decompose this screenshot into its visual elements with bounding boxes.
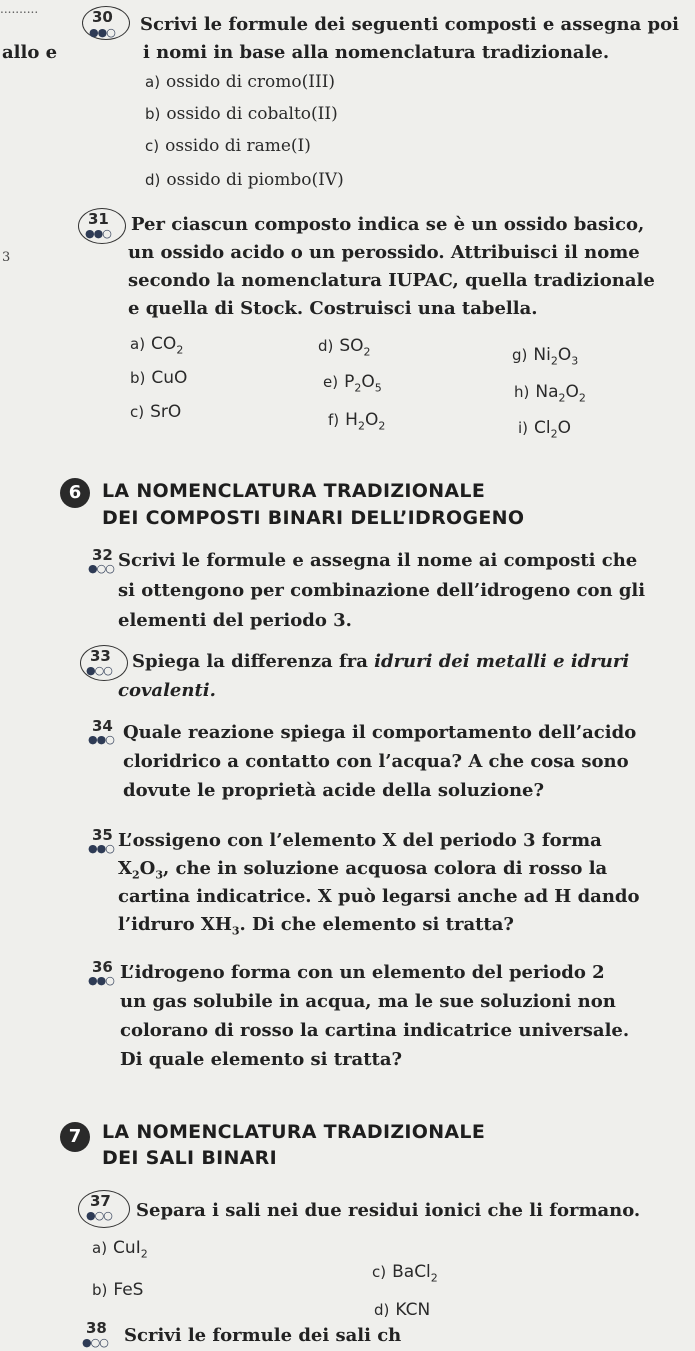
exercise-31-item-h: h) $Na_2O_2$ — [514, 382, 586, 405]
exercise-35-difficulty: ●●○ — [88, 842, 114, 855]
exercise-35-text-4: l’idruro $XH_3$. Di che elemento si tratta? — [118, 914, 514, 938]
exercise-31-item-d: d) $SO_2$ — [318, 336, 371, 359]
exercise-37-difficulty: ●○○ — [86, 1209, 112, 1222]
exercise-36-text-2: un gas solubile in acqua, ma le sue soluzioni non — [120, 991, 616, 1012]
exercise-36-text-4: Di quale elemento si tratta? — [120, 1049, 403, 1070]
exercise-32-text-2: si ottengono per combinazione dell’idrogeno con gli — [118, 580, 646, 601]
exercise-30-item-d: d) ossido di piombo(IV) — [145, 170, 344, 190]
exercise-31-text-3: secondo la nomenclatura IUPAC, quella tradizionale — [128, 270, 655, 291]
exercise-31-item-i: i) $Cl_2O$ — [518, 418, 572, 441]
exercise-32-number: 32 — [92, 546, 113, 564]
exercise-33-difficulty: ●○○ — [86, 664, 112, 677]
exercise-37-item-b: b) FeS — [92, 1280, 144, 1300]
exercise-30-number: 30 — [92, 8, 113, 26]
exercise-30-text-2: i nomi in base alla nomenclatura tradizionale. — [143, 42, 610, 63]
section-7-title-line-1: LA NOMENCLATURA TRADIZIONALE — [102, 1121, 486, 1143]
exercise-35-text-3: cartina indicatrice. X può legarsi anche ad H dando — [118, 886, 640, 907]
exercise-31-text-4: e quella di Stock. Costruisci una tabella. — [128, 298, 538, 319]
exercise-34-difficulty: ●●○ — [88, 733, 114, 746]
exercise-31-item-b: b) CuO — [130, 368, 188, 388]
exercise-35-text-2: $X_2O_3$, che in soluzione acquosa colora di rosso la — [118, 858, 608, 882]
margin-fragment-allo-e: allo e — [2, 42, 58, 63]
exercise-36-text-1: L’idrogeno forma con un elemento del periodo 2 — [120, 962, 605, 983]
exercise-34-number: 34 — [92, 717, 113, 735]
exercise-31-item-f: f) $H_2O_2$ — [328, 410, 386, 433]
margin-dots: .......... — [0, 2, 39, 16]
exercise-31-number: 31 — [88, 210, 109, 228]
exercise-36-number: 36 — [92, 958, 113, 976]
exercise-32-text-1: Scrivi le formule e assegna il nome ai composti che — [118, 550, 638, 571]
section-6-number-badge: 6 — [60, 478, 90, 508]
exercise-38-text-1: Scrivi le formule dei sali ch — [124, 1325, 402, 1346]
exercise-33-text-2: covalenti. — [118, 680, 216, 701]
exercise-31-difficulty: ●●○ — [85, 227, 111, 240]
section-7-number-badge: 7 — [60, 1122, 90, 1152]
exercise-36-text-3: colorano di rosso la cartina indicatrice universale. — [120, 1020, 630, 1041]
exercise-35-number: 35 — [92, 826, 113, 844]
exercise-31-text-2: un ossido acido o un perossido. Attribuisci il nome — [128, 242, 640, 263]
exercise-30-text-1: Scrivi le formule dei seguenti composti e assegna poi — [140, 14, 679, 35]
exercise-33-number: 33 — [90, 647, 111, 665]
section-6-title-line-2: DEI COMPOSTI BINARI DELL’IDROGENO — [102, 507, 525, 529]
exercise-35-text-1: L’ossigeno con l’elemento X del periodo 3 forma — [118, 830, 602, 851]
exercise-30-difficulty: ●●○ — [89, 26, 115, 39]
exercise-31-item-a: a) $CO_2$ — [130, 334, 184, 357]
exercise-30-item-c: c) ossido di rame(I) — [145, 136, 311, 156]
exercise-30-item-a: a) ossido di cromo(III) — [145, 72, 336, 92]
section-6-title-line-1: LA NOMENCLATURA TRADIZIONALE — [102, 480, 486, 502]
exercise-31-item-g: g) $Ni_2O_3$ — [512, 345, 579, 368]
exercise-37-text-1: Separa i sali nei due residui ionici che li formano. — [136, 1200, 641, 1221]
exercise-31-item-e: e) $P_2O_5$ — [323, 372, 382, 395]
exercise-37-number: 37 — [90, 1192, 111, 1210]
exercise-32-difficulty: ●○○ — [88, 562, 114, 575]
exercise-34-text-3: dovute le proprietà acide della soluzione? — [123, 780, 545, 801]
exercise-33-text-1: Spiega la differenza fra idruri dei metalli e idruri — [132, 651, 630, 672]
exercise-34-text-2: cloridrico a contatto con l’acqua? A che cosa sono — [123, 751, 629, 772]
exercise-38-difficulty: ●○○ — [82, 1336, 108, 1349]
exercise-32-text-3: elementi del periodo 3. — [118, 610, 352, 631]
exercise-30-item-b: b) ossido di cobalto(II) — [145, 104, 338, 124]
exercise-37-item-a: a) CuI$_2$ — [92, 1238, 148, 1261]
exercise-36-difficulty: ●●○ — [88, 974, 114, 987]
exercise-31-item-c: c) SrO — [130, 402, 182, 422]
margin-fragment-three: 3 — [2, 250, 11, 265]
exercise-37-item-c: c) BaCl$_2$ — [372, 1262, 438, 1285]
section-7-title-line-2: DEI SALI BINARI — [102, 1147, 277, 1169]
exercise-34-text-1: Quale reazione spiega il comportamento dell’acido — [123, 722, 637, 743]
exercise-31-text-1: Per ciascun composto indica se è un ossido basico, — [131, 214, 645, 235]
exercise-37-item-d: d) KCN — [374, 1300, 431, 1320]
exercise-38-number: 38 — [86, 1319, 107, 1337]
